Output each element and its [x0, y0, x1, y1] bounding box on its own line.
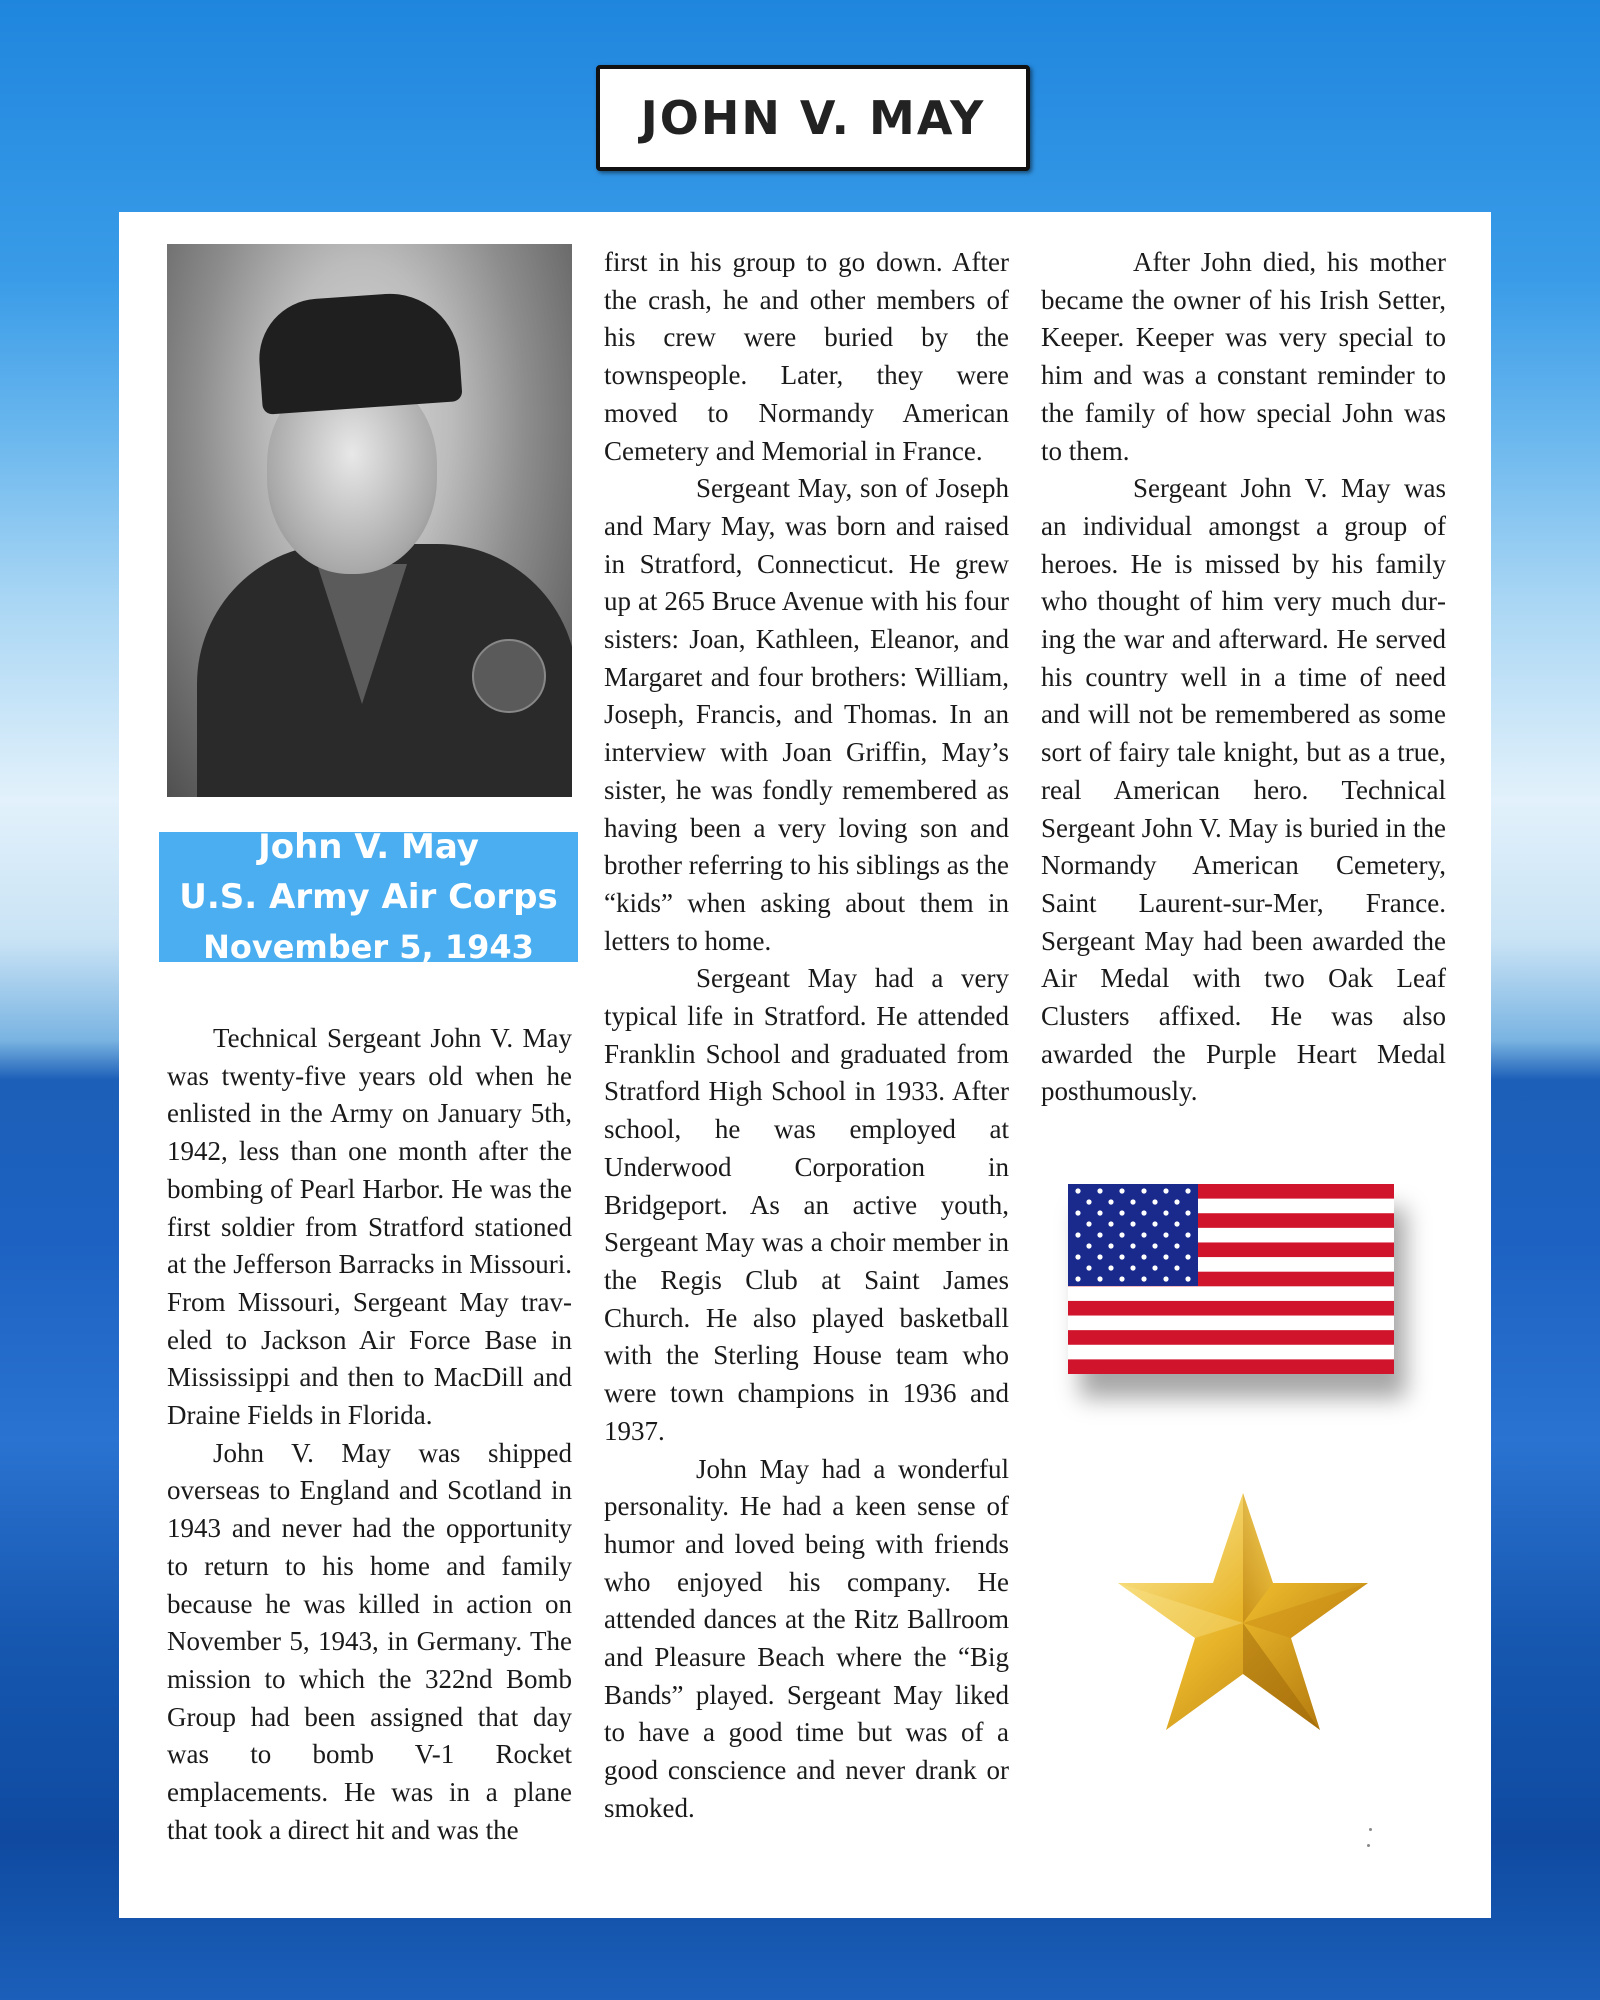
flag-star	[1163, 1188, 1168, 1193]
paragraph: John V. May was shipped overseas to England and Scotland in 1943 and never had the opportunity to return to his home and family because he was killed in action on November 5, 1943, in Germany. The mission to which the 322nd Bomb Group had been assigned that day was to bomb V-1 Rocket emplacements. He was in a plane that took a direct hit and was the	[167, 1437, 572, 1845]
article-page	[119, 212, 1491, 1918]
title-box	[596, 65, 1030, 171]
flag-star	[1141, 1210, 1146, 1215]
paragraph: John May had a wonderful personality. He had a keen sense of humor and loved being with friends who enjoyed his company. He attended dances at the Ritz Ballroom and Pleasure Beach where the “Big Bands” played. Sergeant May liked to have a good time but was of a good conscience and never drank or smoked.	[604, 1453, 1009, 1823]
caption-date: November 5, 1943	[203, 928, 534, 966]
flag-star	[1119, 1254, 1124, 1259]
flag-star	[1108, 1199, 1113, 1204]
page-title: JOHN V. MAY	[640, 91, 986, 145]
american-flag-icon	[1068, 1184, 1394, 1374]
paragraph: first in his group to go down. After the crash, he and other members of his crew were buried by the townspeople. Later, they were moved to Normandy American Cemetery and Memorial in France.	[604, 247, 1009, 466]
article-column-1	[167, 1020, 572, 1849]
flag-stripe	[1068, 1301, 1394, 1316]
flag-star	[1097, 1232, 1102, 1237]
article-column-3	[1041, 244, 1446, 1111]
paragraph: Technical Sergeant John V. May was twenty-five years old when he enlisted in the Army on January 5th, 1942, less than one month after the bombing of Pearl Harbor. He was the first soldier from Stratford stationed at the Jefferson Barracks in Missouri. From Missouri, Sergeant May traveled to Jackson Air Force Base in Mississippi and then to MacDill and Draine Fields in Florida.	[167, 1023, 572, 1431]
flag-star	[1163, 1232, 1168, 1237]
flag-star	[1174, 1243, 1179, 1248]
flag-star	[1130, 1265, 1135, 1270]
flag-star	[1075, 1232, 1080, 1237]
flag-star	[1119, 1276, 1124, 1281]
paragraph: Sergeant John V. May was an individual amongst a group of heroes. He is missed by his family who thought of him very much during the war and afterward. He served his country well in a time of need and will not be remembered as some sort of fairy tale knight, but as a true, real American hero. Technical Sergeant John V. May is buried in the Normandy American Cemetery, Saint Laurent-sur-Mer, France. Sergeant May had been awarded the Air Medal with two Oak Leaf Clusters affixed. He was also awarded the Purple Heart Medal posthumously.	[1041, 473, 1446, 1107]
flag-star	[1152, 1199, 1157, 1204]
flag-star	[1108, 1221, 1113, 1226]
flag-star	[1163, 1210, 1168, 1215]
flag-star	[1152, 1265, 1157, 1270]
flag-star	[1130, 1243, 1135, 1248]
flag-star	[1108, 1265, 1113, 1270]
flag-star	[1086, 1243, 1091, 1248]
flag-star	[1141, 1254, 1146, 1259]
flag-star	[1185, 1254, 1190, 1259]
flag-star	[1097, 1276, 1102, 1281]
flag-star	[1185, 1210, 1190, 1215]
flag-star	[1097, 1210, 1102, 1215]
flag-star	[1130, 1199, 1135, 1204]
flag-stripe	[1068, 1359, 1394, 1374]
flag-star	[1130, 1221, 1135, 1226]
flag-star	[1141, 1188, 1146, 1193]
flag-star	[1075, 1188, 1080, 1193]
flag-star	[1152, 1243, 1157, 1248]
flag-star	[1185, 1276, 1190, 1281]
caption-branch: U.S. Army Air Corps	[179, 877, 558, 917]
flag-star	[1185, 1188, 1190, 1193]
flag-star	[1108, 1243, 1113, 1248]
paragraph: After John died, his mother became the owner of his Irish Setter, Keeper. Keeper was very special to him and was a constant reminder to the family of how special John was to them.	[1041, 247, 1446, 466]
flag-star	[1075, 1254, 1080, 1259]
flag-star	[1086, 1199, 1091, 1204]
soldier-portrait-photo	[167, 244, 572, 797]
photo-caption	[159, 827, 578, 966]
flag-star	[1075, 1276, 1080, 1281]
flag-star	[1086, 1221, 1091, 1226]
flag-star	[1152, 1221, 1157, 1226]
flag-star	[1174, 1199, 1179, 1204]
flag-star	[1075, 1210, 1080, 1215]
flag-star	[1185, 1232, 1190, 1237]
flag-star	[1119, 1188, 1124, 1193]
gold-star-icon	[1113, 1488, 1373, 1738]
flag-star	[1163, 1276, 1168, 1281]
flag-star	[1141, 1276, 1146, 1281]
flag-star	[1097, 1188, 1102, 1193]
paragraph: Sergeant May had a very typical life in Stratford. He attended Franklin School and graduated from Stratford High School in 1933. After school, he was employed at Underwood Corporation in Bridgeport. As an active youth, Sergeant May was a choir member in the Regis Club at Saint James Church. He also played basketball with the Sterling House team who were town champions in 1936 and 1937.	[604, 963, 1009, 1446]
flag-star	[1119, 1232, 1124, 1237]
paragraph: Sergeant May, son of Joseph and Mary May, was born and raised in Stratford, Connecticut. He grew up at 265 Bruce Avenue with his four sisters: Joan, Kathleen, Eleanor, and Margaret and four brothers: William, Joseph, Francis, and Thomas. In an interview with Joan Griffin, May’s sister, he was fondly remembered as having been a very loving son and brother referring to his siblings as the “kids” when asking about them in letters to home.	[604, 473, 1009, 956]
article-column-2	[604, 244, 1009, 1828]
flag-star	[1119, 1210, 1124, 1215]
squadron-patch	[472, 639, 546, 713]
flag-star	[1174, 1221, 1179, 1226]
flag-star	[1163, 1254, 1168, 1259]
flag-star	[1174, 1265, 1179, 1270]
flag-star	[1097, 1254, 1102, 1259]
flag-star	[1141, 1232, 1146, 1237]
flag-star	[1086, 1265, 1091, 1270]
flag-stripe	[1068, 1330, 1394, 1345]
caption-name: John V. May	[258, 827, 479, 867]
